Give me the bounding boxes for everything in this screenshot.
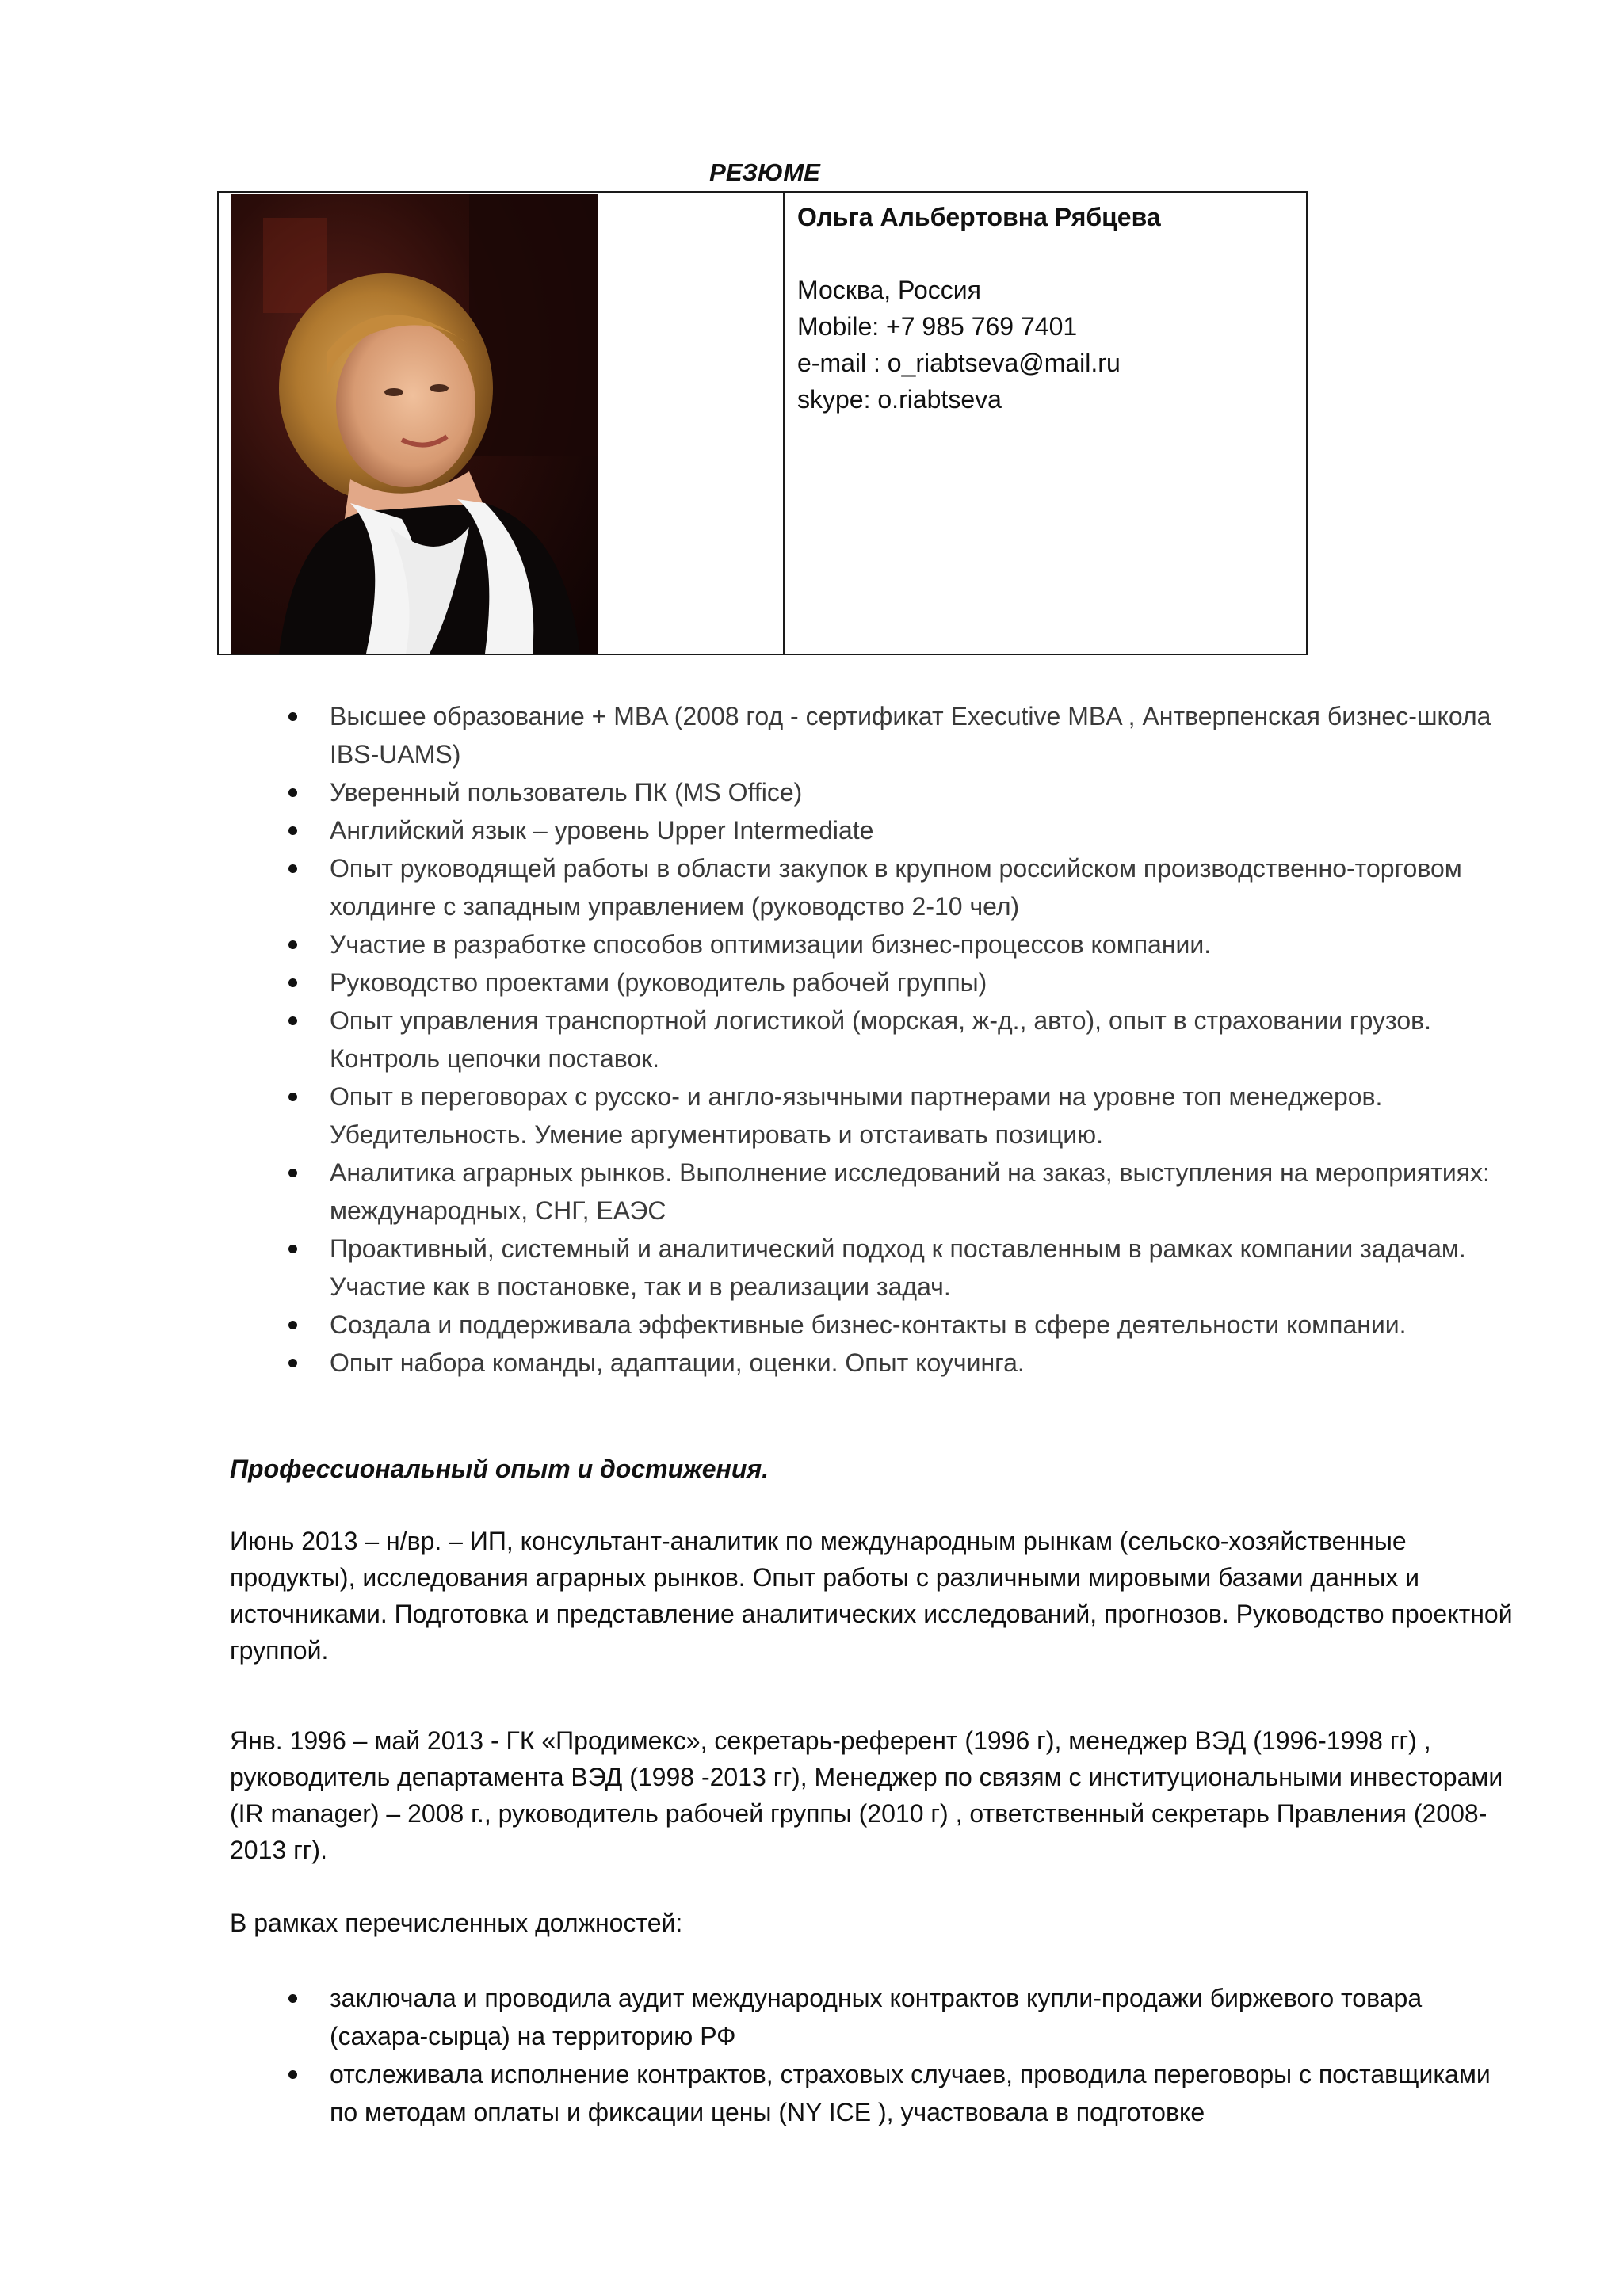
header-table [217, 191, 1308, 655]
city-line: Москва, Россия [797, 276, 981, 304]
skill-item: Опыт управления транспортной логистикой (морская, ж-д., авто), опыт в страховании грузов. Контроль цепочки поставок. [285, 1001, 1522, 1077]
skill-item: Опыт в переговорах с русско- и англо-язычными партнерами на уровне топ менеджеров. Убедительность. Умение аргументировать и отстаивать позицию. [285, 1077, 1522, 1154]
skill-item: Руководство проектами (руководитель рабочей группы) [285, 963, 1522, 1001]
skill-item: Опыт набора команды, адаптации, оценки. Опыт коучинга. [285, 1344, 1522, 1382]
skill-item: Опыт руководящей работы в области закупок в крупном российском производственно-торговом холдинге с западным управлением (руководство 2-10 чел) [285, 849, 1522, 925]
portrait-photo [231, 194, 598, 654]
mobile-line: Mobile: +7 985 769 7401 [797, 312, 1078, 341]
experience-entry-2: Янв. 1996 – май 2013 - ГК «Продимекс», секретарь-референт (1996 г), менеджер ВЭД (1996-1998 гг) , руководитель департамента ВЭД (1998 -2013 гг), Менеджер по связям с институциональными инвесторами (IR manager) – 2008 г., руководитель рабочей группы (2010 г) , ответственный секретарь Правления (2008-2013 гг). [230, 1726, 1503, 1864]
skype-line: skype: o.riabtseva [797, 385, 1002, 414]
skill-item: Проактивный, системный и аналитический подход к поставленным в рамках компании задачам. Участие как в постановке, так и в реализации задач. [285, 1230, 1522, 1306]
duties-intro: В рамках перечисленных должностей: [230, 1909, 683, 1937]
full-name: Ольга Альбертовна Рябцева [797, 203, 1161, 231]
document-title: РЕЗЮМЕ [709, 158, 820, 186]
skill-item: Участие в разработке способов оптимизации бизнес-процессов компании. [285, 925, 1522, 963]
contact-block [797, 199, 1289, 418]
skills-list [285, 697, 1522, 1382]
skill-item: Аналитика аграрных рынков. Выполнение исследований на заказ, выступления на мероприятиях: международных, СНГ, ЕАЭС [285, 1154, 1522, 1230]
skill-item: Уверенный пользователь ПК (MS Office) [285, 773, 1522, 811]
duty-item: отслеживала исполнение контрактов, страховых случаев, проводила переговоры с поставщиками по методам оплаты и фиксации цены (NY ICE ), участвовала в подготовке [285, 2055, 1522, 2131]
skill-item: Создала и поддерживала эффективные бизнес-контакты в сфере деятельности компании. [285, 1306, 1522, 1344]
email-line: e-mail : o_riabtseva@mail.ru [797, 349, 1121, 377]
duty-item: заключала и проводила аудит международных контрактов купли-продажи биржевого товара (сахара-сырца) на территорию РФ [285, 1979, 1522, 2055]
experience-entry-1: Июнь 2013 – н/вр. – ИП, консультант-аналитик по международным рынкам (сельско-хозяйственные продукты), исследования аграрных рынков. Опыт работы с различными мировыми базами данных и источниками. Подготовка и представление аналитических исследований, прогнозов. Руководство проектной группой. [230, 1527, 1513, 1665]
skill-item: Английский язык – уровень Upper Intermediate [285, 811, 1522, 849]
duties-list [285, 1979, 1522, 2131]
header-table-divider [783, 193, 785, 654]
skill-item: Высшее образование + MBA (2008 год - сертификат Executive MBA , Антверпенская бизнес-школа IBS-UAMS) [285, 697, 1522, 773]
experience-section-title: Профессиональный опыт и достижения. [230, 1455, 769, 1483]
